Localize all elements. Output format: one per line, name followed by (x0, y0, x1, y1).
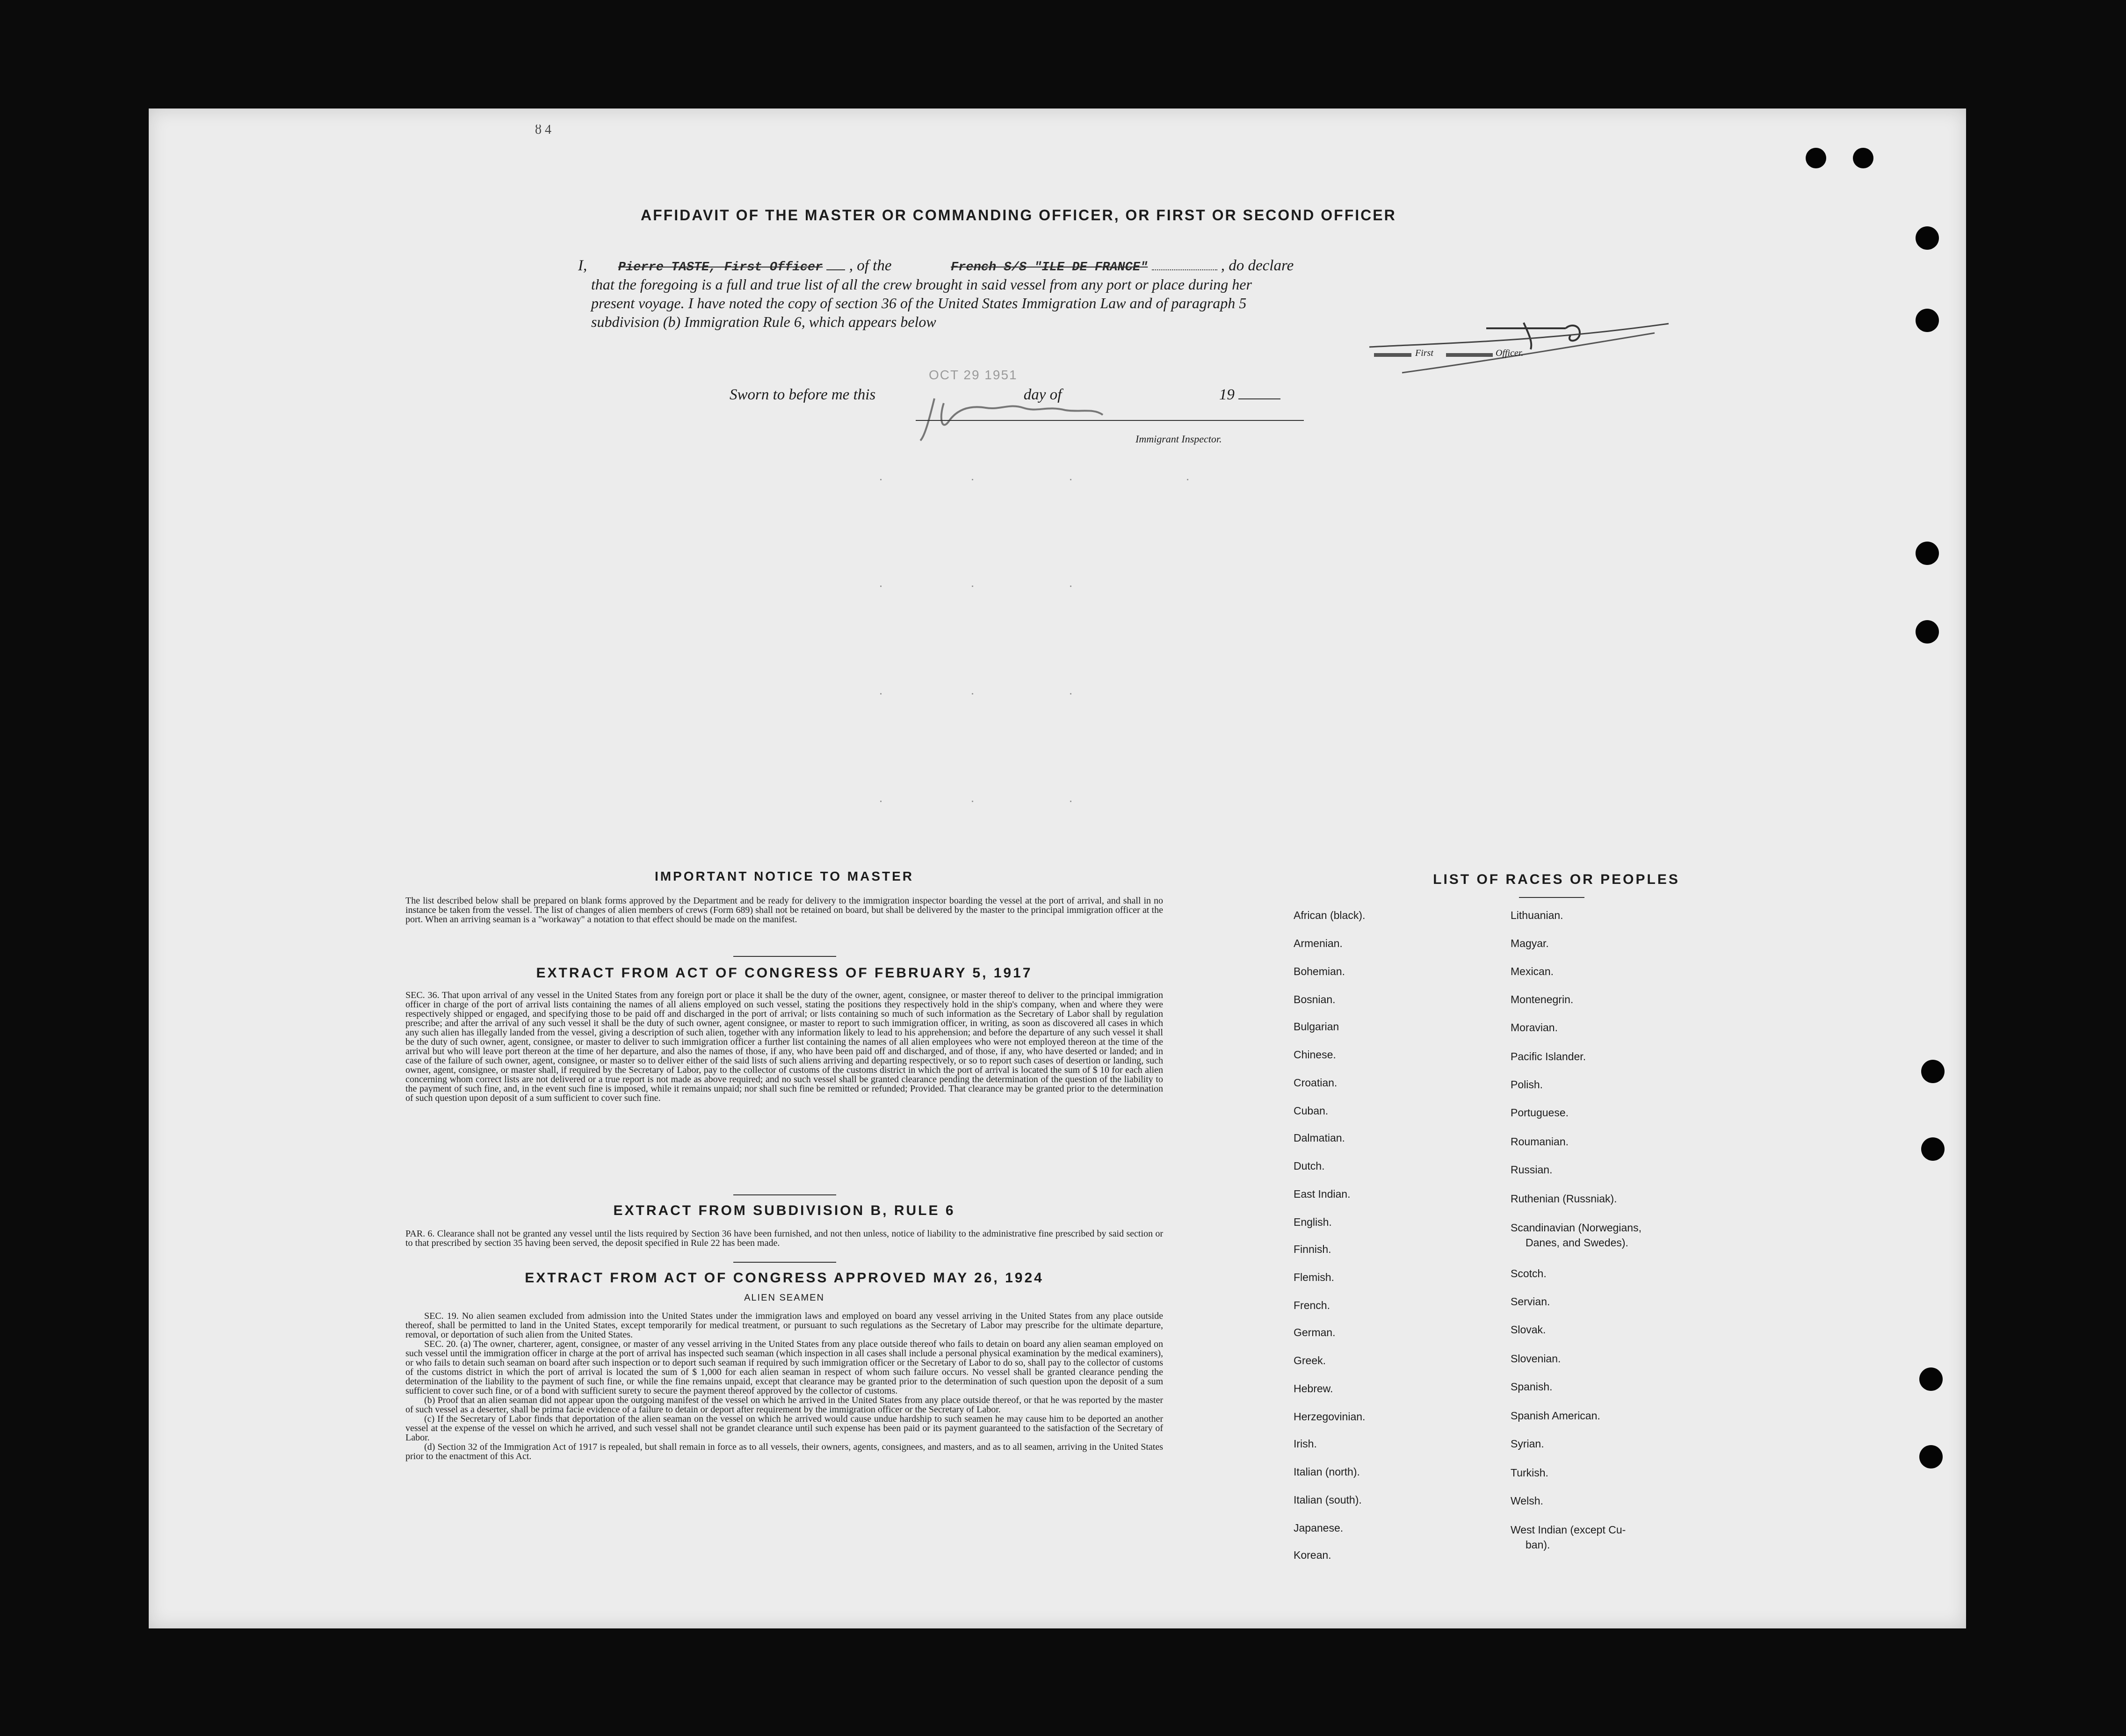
faint-mark (1070, 479, 1071, 480)
faint-mark (880, 586, 882, 587)
race-item: Finnish. (1294, 1243, 1331, 1255)
punch-hole (1916, 620, 1939, 644)
race-item: Servian. (1511, 1295, 1550, 1308)
race-item: Chinese. (1294, 1049, 1336, 1061)
vessel-name: French S/S "ILE DE FRANCE" (950, 260, 1148, 275)
race-item: Syrian. (1511, 1438, 1544, 1450)
faint-mark (1070, 693, 1071, 694)
race-item: Armenian. (1294, 937, 1343, 949)
race-item: Croatian. (1294, 1077, 1338, 1089)
separator (733, 1262, 836, 1263)
affidavit-i: I, (578, 257, 587, 274)
stray-mark: ȣ 4 (535, 123, 551, 137)
race-item: Dalmatian. (1294, 1132, 1345, 1144)
race-item: Polish. (1511, 1078, 1543, 1091)
officer-caption-strike (1446, 353, 1493, 357)
notice-heading: IMPORTANT NOTICE TO MASTER (654, 869, 914, 883)
race-item: West Indian (except Cu- (1511, 1524, 1626, 1536)
extract-1917-heading: EXTRACT FROM ACT OF CONGRESS OF FEBRUARY 5, 1917 (536, 965, 1033, 981)
punch-hole (1921, 1060, 1945, 1083)
inspector-signature (916, 389, 1112, 445)
race-item: Portuguese. (1511, 1107, 1569, 1119)
sec-20-b: (b) Proof that an alien seaman did not appear upon the outgoing manifest of the vessel on which he arrived in the United States from any place outside thereof, or that he was reported by the master of such vessel as a deserter, shall be prima facie evidence of a failure to detain or deport after requirement by the immigration officer or the Secretary of Labor. (405, 1395, 1163, 1415)
inspector-signature-line (916, 420, 1304, 421)
race-item: Ruthenian (Russniak). (1511, 1193, 1617, 1205)
race-item: Bosnian. (1294, 993, 1336, 1005)
punch-hole (1916, 542, 1939, 565)
race-item: Danes, and Swedes). (1526, 1237, 1628, 1249)
do-declare-label: , do declare (1221, 257, 1294, 274)
extract-1917-body: SEC. 36. That upon arrival of any vessel in the United States from any foreign port or place it shall be the duty of the owner, agent, consignee, or master thereof to deliver to the principal immigration officer in charge of the port of arrival lists containing the names of all aliens employed on such vessel, stating the positions they respectively hold in the ship's company, when and where they were respectively shipped or engaged, and specifying those to be paid off and discharged in the port of arrival; or lists containing so much of such information as the Secretary of Labor shall by regulation prescribe; and after the arrival of any such vessel it shall be the duty of such owner, agent consignee, or master to report to such immigration officer, in writing, as soon as discovered all cases in which any such alien has illegally landed from the vessel, giving a description of such alien, together with any information likely to lead to his apprehension; and before the departure of any such vessel it shall be the duty of such owner, agent, consignee, or master to deliver to such immigration officer a further list containing the names of all alien employees who were not employed thereon at the time of the arrival but who will leave port thereon at the time of her departure, and also the names of those, if any, who have been paid off and discharged, and of those, if any, who have deserted or landed; and in case of the failure of such owner, agent, consignee, or master so to deliver either of the said lists of such aliens arriving and departing respectively, or so to report such cases of desertion or landing, such owner, agent, consignee, or master shall, if required by the Secretary of Labor, pay to the collector of customs of the customs district in which the port of arrival is located the sum of $ 10 for each alien concerning whom correct lists are not delivered or a true report is not made as above required; and no such vessel shall be granted clearance pending the determination of the question of the liability to the payment of such fine, and, in the event such fine is imposed, while it remains unpaid; nor shall such fine be remitted or refunded; Provided. That clearance may be granted prior to the determination of such question upon deposit of a sum sufficient to cover such fine. (405, 990, 1163, 1103)
affidavit-line-1 (578, 257, 1621, 275)
of-the-label: , of the (849, 257, 892, 274)
race-item: Scandinavian (Norwegians, (1511, 1222, 1642, 1234)
separator (1519, 897, 1584, 898)
race-item: Irish. (1294, 1438, 1317, 1450)
sec-20-a: SEC. 20. (a) The owner, charterer, agent, consignee, or master of any vessel arriving in the United States from any place outside thereof who fails to detain on board any alien seaman employed on such vessel until the immigration officer in charge at the port of arrival has inspected such seaman (which inspection in all cases shall include a personal physical examination by the medical examiners), or who fails to detain such seaman on board after such inspection or to deport such seaman if required by such immigration officer or the Secretary of Labor to do so, shall pay to the collector of customs of the customs district in which the port of arrival is located the sum of $ 1,000 for each alien seaman in respect of whom such failure occurs. No vessel shall be granted clearance pending the determination of the liability to the payment of such fine, or while the fine remains unpaid, except that clearance may be granted prior to the determination of such question upon the deposit of a sum sufficient to cover such fine, or of a bond with sufficient surety to secure the payment thereof approved by the collector of customs. (405, 1339, 1163, 1396)
race-item: Lithuanian. (1511, 909, 1563, 921)
inspector-caption: Immigrant Inspector. (1135, 433, 1222, 445)
faint-mark (972, 801, 973, 802)
race-item: Russian. (1511, 1164, 1553, 1176)
race-item: English. (1294, 1216, 1332, 1228)
faint-mark (880, 479, 882, 480)
extract-1924-body (405, 1311, 1163, 1461)
notice-body: The list described below shall be prepared on blank forms approved by the Department and be ready for delivery to the immigration inspector boarding the vessel at the port of arrival, and shall in no instance be taken from the vessel. The list of changes of alien members of crews (Form 689) shall not be retained on board, but shall be delivered by the master to the principal immigration officer at the port. When an arriving seaman is a "workaway" a notation to that effect should be made on the manifest. (405, 896, 1163, 925)
affidavit-line-2: that the foregoing is a full and true list of all the crew brought in said vessel from any port or place during her (591, 276, 1252, 293)
race-item: Pacific Islander. (1511, 1050, 1586, 1063)
race-item: Slovak. (1511, 1324, 1546, 1336)
race-item: Bulgarian (1294, 1020, 1339, 1033)
punch-hole (1921, 1137, 1945, 1161)
punch-hole (1853, 148, 1873, 168)
race-item: Welsh. (1511, 1495, 1543, 1507)
race-item: Spanish. (1511, 1381, 1553, 1393)
race-item: Flemish. (1294, 1271, 1334, 1283)
rule6-body: PAR. 6. Clearance shall not be granted any vessel until the lists required by Section 36 have been furnished, and not then unless, notice of liability to the administrative fine prescribed by said section or to that prescribed by section 35 having been served, the deposit specified in Rule 22 has been made. (405, 1229, 1163, 1248)
punch-hole (1916, 309, 1939, 332)
race-item: Greek. (1294, 1354, 1326, 1367)
race-item: Bohemian. (1294, 965, 1345, 977)
officer-caption: First (1415, 348, 1433, 358)
race-item: Hebrew. (1294, 1382, 1333, 1395)
race-item: Spanish American. (1511, 1410, 1600, 1422)
alien-seamen-subheading: ALIEN SEAMEN (744, 1293, 824, 1303)
faint-mark (972, 693, 973, 694)
day-of-label: day of (1023, 386, 1062, 403)
sec-19: SEC. 19. No alien seamen excluded from admission into the United States under the immigration laws and employed on board any vessel arriving in the United States from any place outside thereof, shall be permitted to land in the United States, except temporarily for medical treatment, or pursuant to such regulations as the Secretary of Labor may prescribe for the ultimate departure, removal, or deportation of such alien from the United States. (405, 1311, 1163, 1340)
year-label: 19 (1219, 386, 1235, 403)
race-item: Scotch. (1511, 1267, 1547, 1280)
officer-signature (1346, 314, 1683, 380)
sworn-prefix: Sworn to before me this (730, 386, 876, 403)
officer-name: Pierre TASTE, First Officer (618, 260, 823, 275)
race-item: ban). (1526, 1539, 1550, 1551)
race-item: Magyar. (1511, 937, 1549, 949)
officer-caption-officer: Officer. (1496, 348, 1524, 358)
race-item: Cuban. (1294, 1105, 1329, 1117)
punch-hole (1919, 1367, 1943, 1391)
race-item: Mexican. (1511, 965, 1554, 977)
faint-mark (880, 693, 882, 694)
faint-mark (972, 586, 973, 587)
punch-hole (1919, 1445, 1943, 1468)
rule6-heading: EXTRACT FROM SUBDIVISION B, RULE 6 (613, 1203, 955, 1218)
form-page (149, 108, 1966, 1628)
race-item: African (black). (1294, 909, 1366, 921)
affidavit-title: AFFIDAVIT OF THE MASTER OR COMMANDING OFFICER, OR FIRST OR SECOND OFFICER (641, 207, 1396, 224)
punch-hole (1806, 148, 1826, 168)
officer-caption-strike (1374, 353, 1411, 357)
affidavit-line-4: subdivision (b) Immigration Rule 6, which appears below (591, 313, 936, 330)
separator (733, 956, 836, 957)
race-item: Roumanian. (1511, 1136, 1569, 1148)
punch-hole (1916, 226, 1939, 250)
race-item: German. (1294, 1326, 1336, 1338)
extract-1924-heading: EXTRACT FROM ACT OF CONGRESS APPROVED MAY 26, 1924 (525, 1270, 1044, 1286)
faint-mark (1187, 479, 1188, 480)
races-heading: LIST OF RACES OR PEOPLES (1433, 872, 1680, 887)
race-item: Slovenian. (1511, 1353, 1561, 1365)
race-item: Herzegovinian. (1294, 1410, 1366, 1423)
race-item: French. (1294, 1299, 1330, 1311)
race-item: Italian (south). (1294, 1494, 1362, 1506)
separator (733, 1194, 836, 1195)
faint-mark (972, 479, 973, 480)
race-item: Korean. (1294, 1549, 1331, 1561)
affidavit-line-3: present voyage. I have noted the copy of section 36 of the United States Immigration Law and of paragraph 5 (591, 295, 1247, 311)
race-item: Turkish. (1511, 1467, 1548, 1479)
race-item: Italian (north). (1294, 1466, 1360, 1478)
race-item: Moravian. (1511, 1021, 1558, 1034)
race-item: Montenegrin. (1511, 993, 1574, 1005)
sec-20-c: (c) If the Secretary of Labor finds that deportation of the alien seaman on the vessel on which he arrived would cause undue hardship to such seamen he may cause him to be deported an another vessel at the expense of the vessel on which he arrived, and such vessel shall not be grandet clearance until such expense has been paid or its payment guaranteed to the satisfaction of the Secretary of Labor. (405, 1414, 1163, 1443)
race-item: East Indian. (1294, 1188, 1351, 1200)
faint-mark (880, 801, 882, 802)
race-item: Dutch. (1294, 1160, 1325, 1172)
date-stamp: OCT 29 1951 (929, 368, 1018, 382)
faint-mark (1070, 586, 1071, 587)
sec-20-d: (d) Section 32 of the Immigration Act of 1917 is repealed, but shall remain in force as to all vessels, their owners, agents, consignees, and masters, and as to all seamen, arriving in the United States prior to the enactment of this Act. (405, 1442, 1163, 1461)
faint-mark (1070, 801, 1071, 802)
race-item: Japanese. (1294, 1522, 1344, 1534)
